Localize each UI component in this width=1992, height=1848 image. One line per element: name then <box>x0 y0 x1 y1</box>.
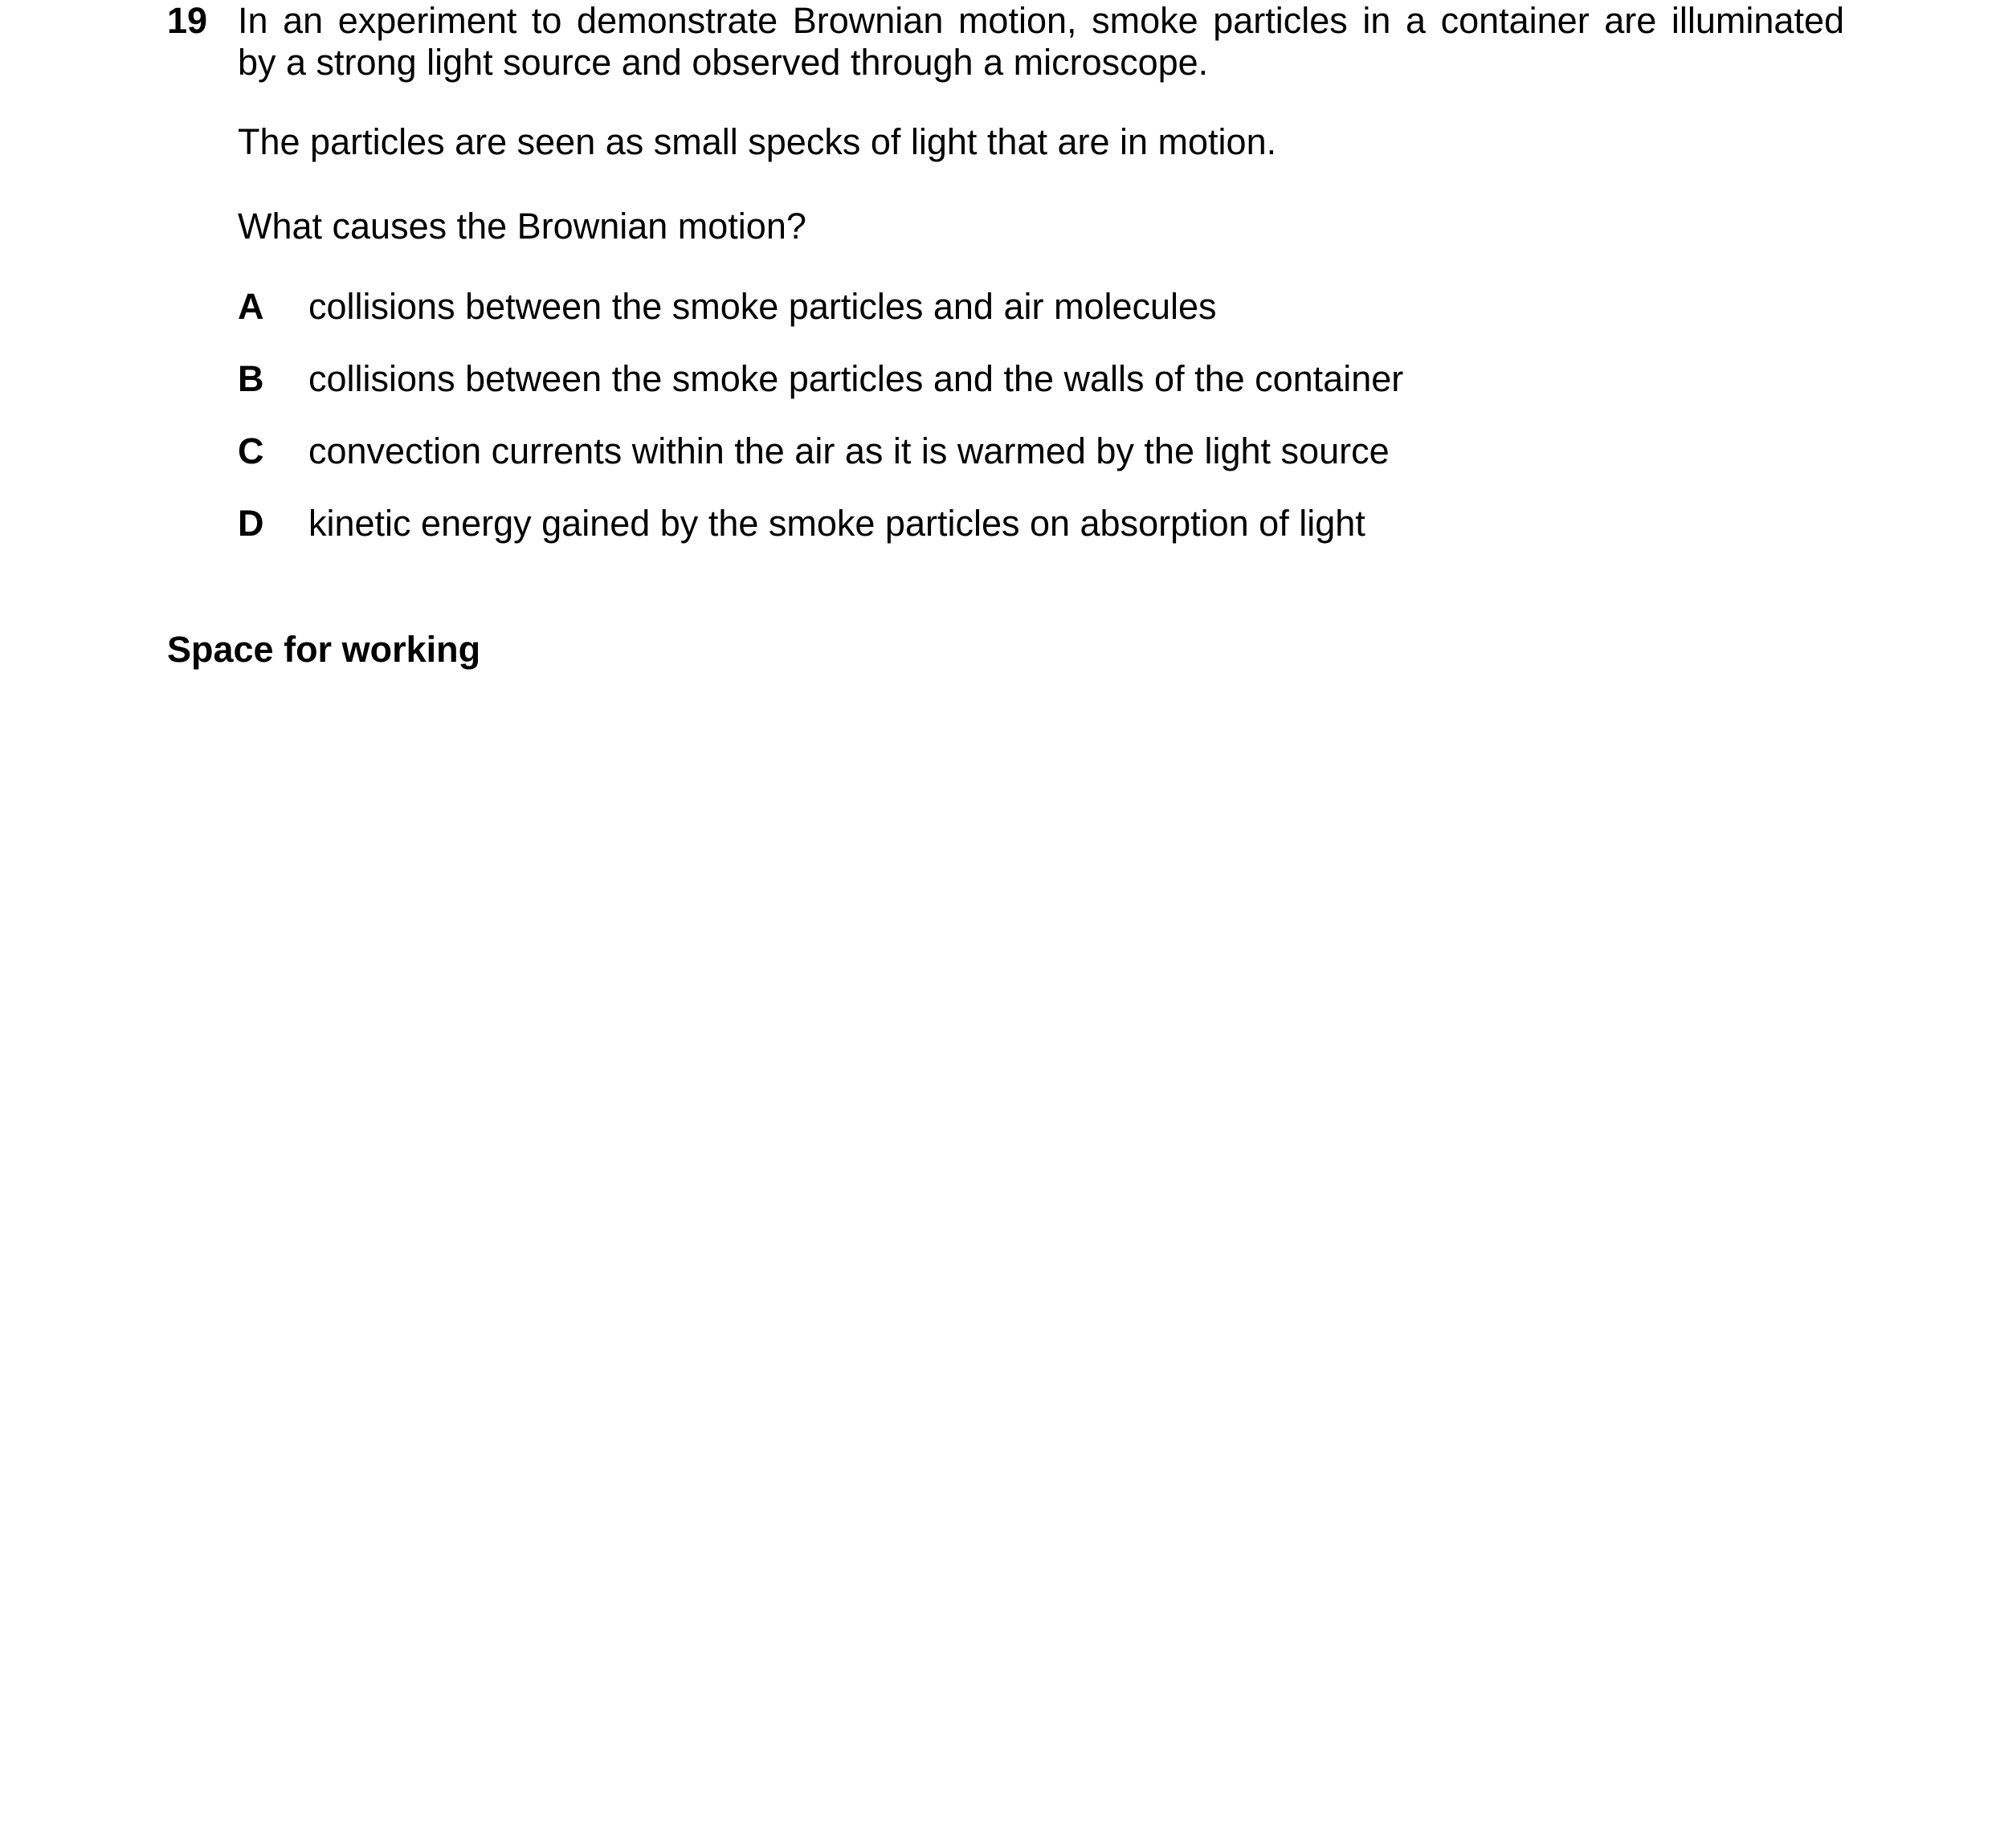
option-letter: D <box>238 503 264 544</box>
option-letter: A <box>238 286 264 327</box>
question-number: 19 <box>167 0 208 41</box>
question-paragraph: The particles are seen as small specks of light that are in motion. <box>238 121 1277 162</box>
option-text: collisions between the smoke particles and air molecules <box>308 286 1217 327</box>
option-text: kinetic energy gained by the smoke particles on absorption of light <box>308 503 1365 544</box>
question-stem-line-2: by a strong light source and observed through a microscope. <box>238 42 1209 83</box>
question-stem-line-1: In an experiment to demonstrate Brownian motion, smoke particles in a container are illuminated <box>238 0 1844 41</box>
option-text: collisions between the smoke particles and the walls of the container <box>308 358 1404 399</box>
option-letter: C <box>238 430 264 471</box>
option-text: convection currents within the air as it is warmed by the light source <box>308 430 1390 471</box>
working-space-area[interactable] <box>167 683 1825 1807</box>
option-letter: B <box>238 358 264 399</box>
working-space-label: Space for working <box>167 629 481 670</box>
question-prompt: What causes the Brownian motion? <box>238 206 806 247</box>
